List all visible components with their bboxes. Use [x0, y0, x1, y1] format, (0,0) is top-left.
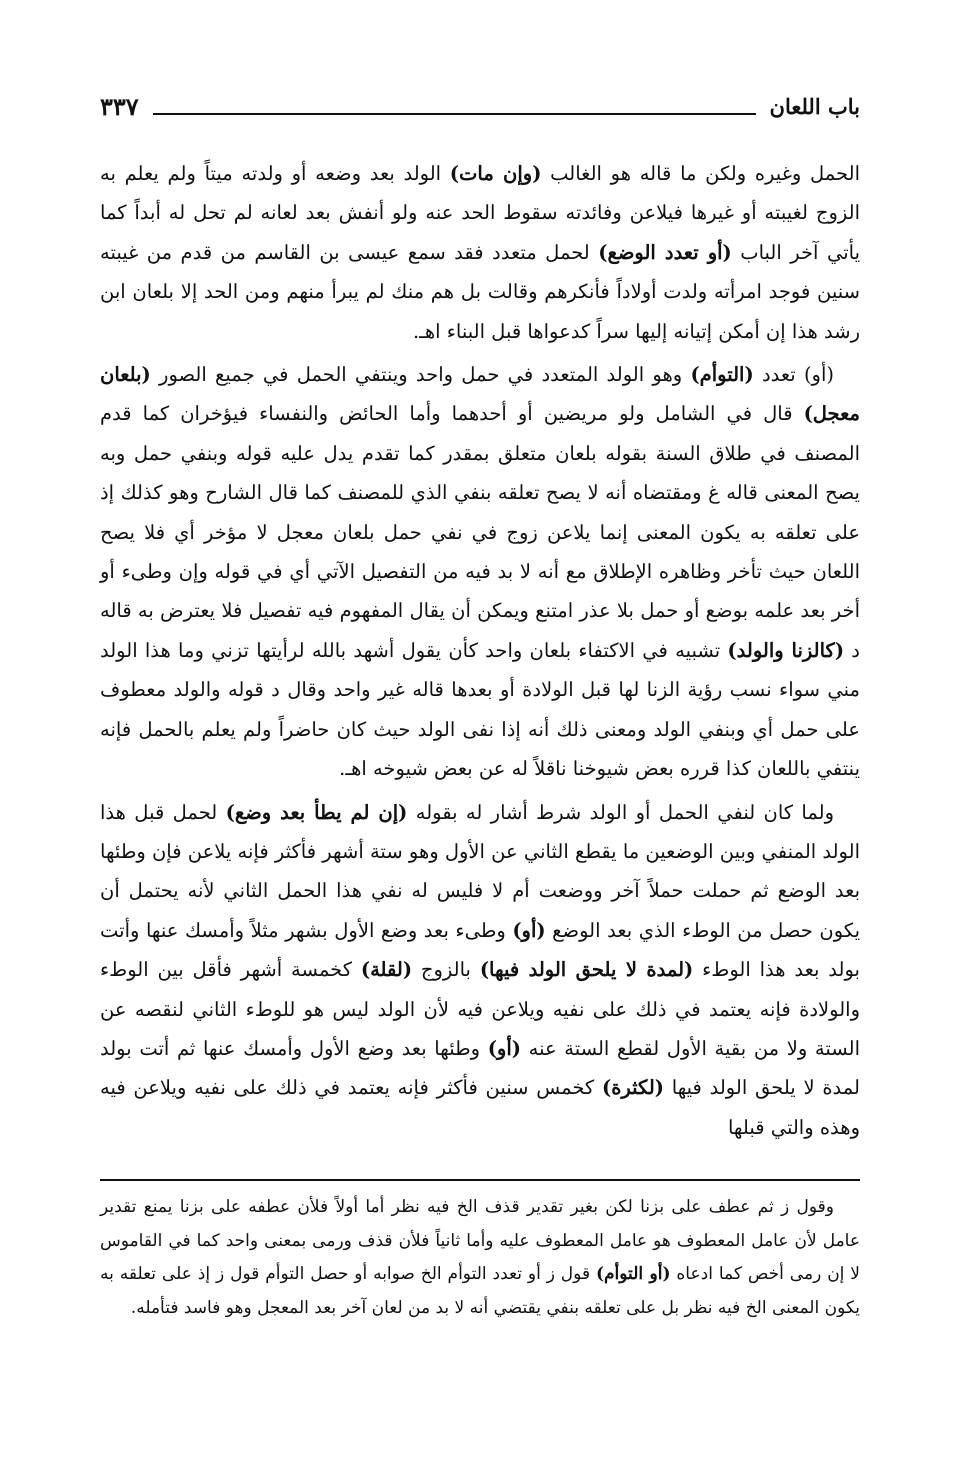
text-run: كخمس سنين فأكثر فإنه يعتمد في ذلك على نفيه ويلاعن فيه وهذه والتي قبلها	[100, 1076, 860, 1139]
text-run: قال في الشامل ولو مريضين أو أحدهما وأما الحائض والنفساء فيؤخران كما قدم المصنف في طلاق السنة بقوله بلعان متعلق بمقدر كما تقدم يدل عليه قوله وبنفي حمل وبه يصح المعنى قاله غ ومقتضاه أنه لا يصح تعلقه بنفي الذي للمصنف كما قال الشارح وهو كذلك إذ على تعلقه به يكون المعنى إنما يلاعن زوج في نفي حمل بلعان معجل لا مؤخر أي فلا يصح اللعان حيث تأخر وظاهره الإطلاق مع أنه لا بد فيه من التفصيل الآتي أي في قوله وإن وطىء أو أخر بعد علمه بوضع أو حمل بلا عذر امتنع ويمكن أن يقال المفهوم فيه تفصيل فلا يعترض به قاله د	[100, 402, 860, 662]
text-run: (أو) تعدد	[753, 363, 835, 387]
bold-matn-phrase: (بلعان معجل)	[100, 363, 860, 426]
bold-matn-phrase: (لكثرة)	[601, 1076, 664, 1100]
text-run: وقول ز ثم عطف على بزنا لكن بغير تقدير قذف الخ فيه نظر أما أولاً فلأن عطفه على بزنا يمنع تقدير عامل لأن عامل المعطوف هو عامل المعطوف عليه وأما ثانياً فلأن قذف ورمى بمعنى واحد كما في القاموس لا إن رمى أخص كما ادعاه	[100, 1197, 860, 1285]
text-run: تشبيه في الاكتفاء بلعان واحد كأن يقول أشهد بالله لرأيتها تزني وما هذا الولد مني سواء نسب رؤية الزنا لها قبل الولادة أو بعدها قاله غير واحد وقال د قوله والولد معطوف على حمل أي وبنفي الولد ومعنى ذلك أنه إذا نفى الولد حيث كان حاضراً ولم يعلم بالحمل فإنه ينتفي باللعان كذا قرره بعض شيوخنا ناقلاً له عن بعض شيوخه اهـ.	[100, 638, 860, 781]
bold-matn-phrase: (أو تعدد الوضع)	[598, 240, 732, 264]
text-run: وهو الولد المتعدد في حمل واحد وينتفي الحمل في جميع الصور	[150, 363, 691, 387]
text-run: لحمل قبل هذا الولد المنفي وبين الوضعين ما يقطع الثاني عن الأول وهو ستة أشهر فأكثر فإنه يلاعن فإن وطئها بعد الوضع ثم حملت حملاً آخر ووضعت أم لا فليس له نفي هذا الحمل الثاني لأنه يحتمل أن يكون حصل من الوطء الذي بعد الوضع	[100, 800, 860, 942]
paragraph	[100, 793, 860, 1148]
bold-matn-phrase: (وإن مات)	[449, 162, 542, 185]
text-run: وطئها بعد وضع الأول وأمسك عنها ثم أتت بولد لمدة لا يلحق الولد فيها	[100, 1036, 860, 1100]
bold-matn-phrase: (كالزنا والولد)	[727, 638, 845, 662]
paragraph	[100, 355, 860, 788]
bold-matn-phrase: (أو التوأم)	[595, 1264, 671, 1285]
bold-matn-phrase: (إن لم يطأ بعد وضع)	[225, 800, 408, 824]
text-run: قول ز أو تعدد التوأم الخ صوابه أو حصل التوأم قول ز إذ على تعلقه به يكون المعنى الخ فيه نظر بل على تعلقه بنفي يقتضي أنه لا بد من لعان آخر بعد المعجل وهو فاسد فتأمله.	[100, 1264, 860, 1318]
bold-matn-phrase: (لقلة)	[360, 958, 413, 982]
running-header	[100, 86, 860, 126]
text-run: كخمسة أشهر فأقل بين الوطء والولادة فإنه يعتمد في ذلك على نفيه ويلاعن فيه لأن الولد ليس هو للوطء الثاني لنقصه عن الستة ولا من بقية الأول لقطع الستة عنه	[100, 958, 861, 1060]
chapter-title: باب اللعان	[769, 93, 860, 119]
text-run: وطىء بعد وضع الأول بشهر مثلاً وأمسك عنها وأتت بولد بعد هذا الوطء	[100, 918, 860, 982]
main-text	[100, 154, 860, 1147]
book-page	[100, 86, 860, 1325]
bold-matn-phrase: (أو)	[487, 1036, 521, 1060]
header-rule	[153, 113, 756, 115]
page-number: ٣٣٧	[100, 91, 139, 121]
paragraph	[100, 154, 860, 351]
bold-matn-phrase: (التوأم)	[690, 363, 754, 387]
text-run: ولما كان لنفي الحمل أو الولد شرط أشار له بقوله	[407, 800, 835, 824]
footnote	[100, 1191, 860, 1325]
bold-matn-phrase: (لمدة لا يلحق الولد فيها)	[479, 958, 694, 982]
footnote-text	[100, 1191, 860, 1325]
bold-matn-phrase: (أو)	[512, 918, 546, 942]
text-run: الحمل وغيره ولكن ما قاله هو الغالب	[541, 162, 861, 185]
footnote-separator	[100, 1179, 860, 1181]
text-run: لحمل متعدد فقد سمع عيسى بن القاسم من قدم من غيبته سنين فوجد امرأته ولدت أولاداً فأنكرهم وقالت بل هم منك لم يبرأ منهم ومن الحد إلا بلعان ابن رشد هذا إن أمكن إتيانه إليها سراً كدعواها قبل البناء اهـ.	[100, 240, 860, 343]
text-run: بالزوج	[412, 958, 480, 982]
text-run: الولد بعد وضعه أو ولدته ميتاً ولم يعلم به الزوج لغيبته أو غيرها فيلاعن وفائدته سقوط الحد عنه ولو أنفش بعد لعانه لم تحل له أبداً كما يأتي آخر الباب	[100, 162, 860, 264]
